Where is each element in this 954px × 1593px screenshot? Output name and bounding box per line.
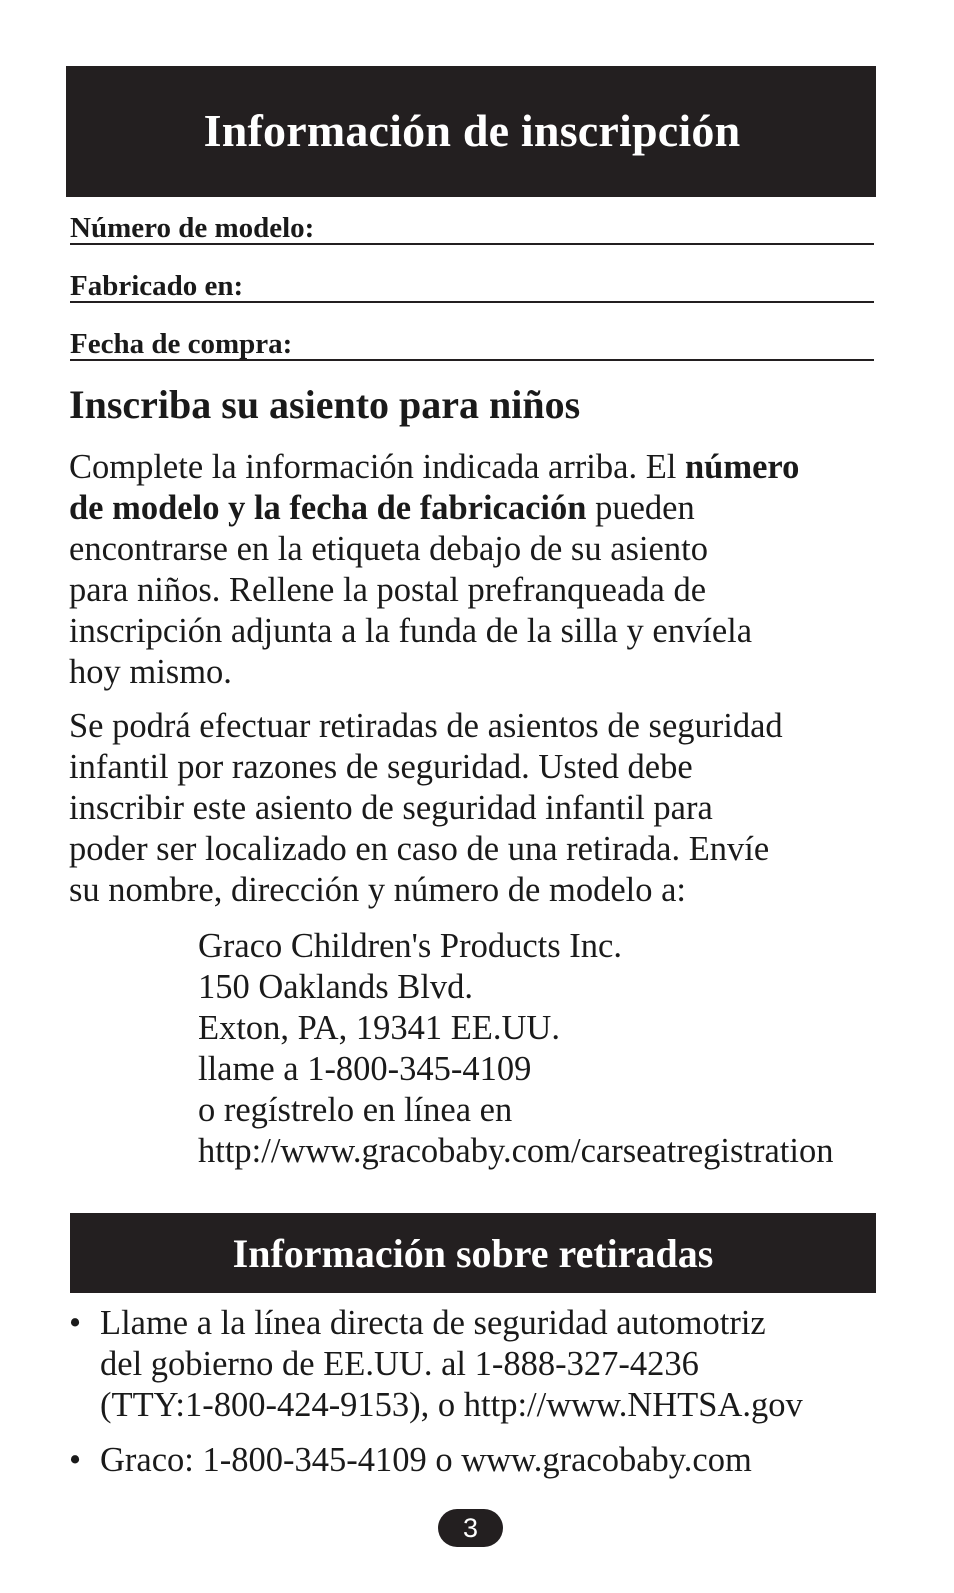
page-number-badge: 3 <box>438 1509 503 1547</box>
bullet-icon: • <box>69 1304 82 1342</box>
register-heading: Inscriba su asiento para niños <box>69 382 581 427</box>
text-line: inscripción adjunta a la funda de la silla y envíela <box>69 612 753 650</box>
text-line: poder ser localizado en caso de una retirada. Envíe <box>69 830 770 868</box>
recall-contact-list <box>69 1303 889 1495</box>
recall-notice-paragraph <box>69 706 879 911</box>
text-line: hoy mismo. <box>69 653 232 691</box>
page-title: Información de inscripción <box>203 105 741 156</box>
purchase-date-field[interactable] <box>70 325 874 361</box>
register-instructions <box>69 447 879 693</box>
online-text: o regístrelo en línea en <box>198 1091 513 1129</box>
phone-number: llame a 1-800-345-4109 <box>198 1050 532 1088</box>
bold-text: de modelo y la fecha de fabricación <box>69 489 587 527</box>
model-number-label: Número de modelo: <box>70 212 315 244</box>
bold-text: número <box>684 448 800 486</box>
text-line: infantil por razones de seguridad. Usted debe <box>69 748 693 786</box>
text-line: inscribir este asiento de seguridad infantil para <box>69 789 713 827</box>
text-line: Se podrá efectuar retiradas de asientos de seguridad <box>69 707 783 745</box>
model-number-field[interactable] <box>70 209 874 245</box>
bullet-icon: • <box>69 1441 82 1479</box>
text-line: del gobierno de EE.UU. al 1-888-327-4236 <box>100 1345 699 1383</box>
text-segment: Complete la información indicada arriba. El <box>69 448 685 486</box>
recall-title: Información sobre retiradas <box>232 1230 714 1276</box>
city-state-zip: Exton, PA, 19341 EE.UU. <box>198 1009 560 1047</box>
nhtsa-link[interactable]: (TTY:1-800-424-9153), o http://www.NHTSA.gov <box>100 1386 803 1424</box>
text-line: su nombre, dirección y número de modelo a: <box>69 871 686 909</box>
text-line <box>69 447 879 488</box>
recall-banner <box>70 1213 876 1293</box>
company-name: Graco Children's Products Inc. <box>198 927 622 965</box>
text-segment: pueden <box>586 489 695 527</box>
header-banner <box>66 66 876 197</box>
text-line <box>69 488 879 529</box>
list-item <box>69 1303 889 1426</box>
mailing-address <box>198 926 833 1172</box>
text-line: encontrarse en la etiqueta debajo de su asiento <box>69 530 708 568</box>
purchase-date-label: Fecha de compra: <box>70 328 293 360</box>
manufactured-in-field[interactable] <box>70 267 874 303</box>
registration-link[interactable]: http://www.gracobaby.com/carseatregistration <box>198 1132 834 1170</box>
graco-contact-link[interactable]: Graco: 1-800-345-4109 o www.gracobaby.com <box>100 1441 752 1479</box>
street-address: 150 Oaklands Blvd. <box>198 968 474 1006</box>
list-item <box>69 1440 889 1481</box>
text-line: para niños. Rellene la postal prefranqueada de <box>69 571 707 609</box>
text-line: Llame a la línea directa de seguridad automotriz <box>100 1304 766 1342</box>
manufactured-in-label: Fabricado en: <box>70 270 244 302</box>
